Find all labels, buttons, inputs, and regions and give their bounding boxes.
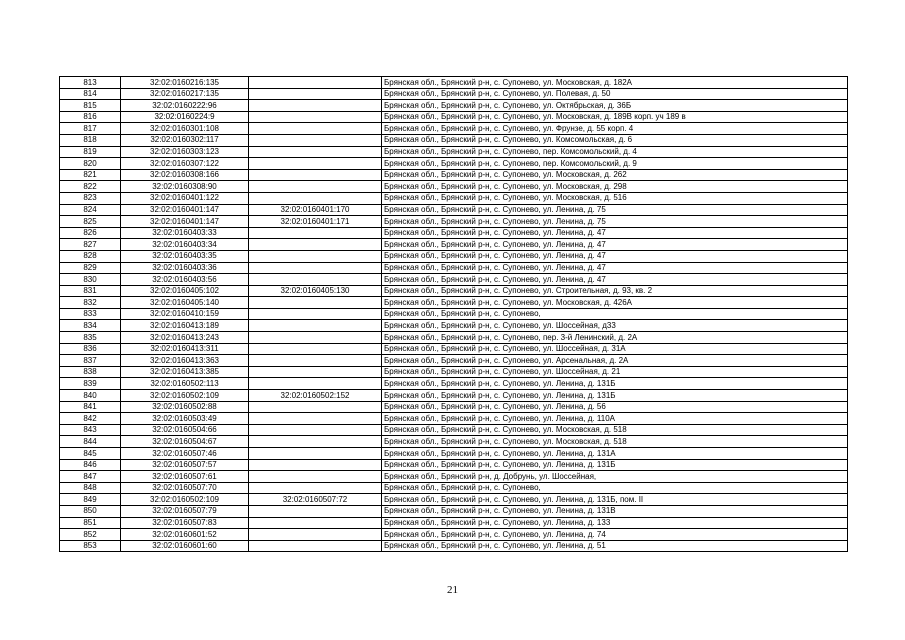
related-cadastral-number-cell [249,482,382,494]
row-number-cell: 820 [60,158,121,170]
address-cell: Брянская обл., Брянский р-н, с. Супонево, пер. 3-й Ленинский, д. 2А [382,332,848,344]
address-cell: Брянская обл., Брянский р-н, с. Супонево, ул. Строительная, д. 93, кв. 2 [382,285,848,297]
table-row [60,505,848,517]
cadastral-number-cell: 32:02:0160301:108 [121,123,249,135]
table-row [60,204,848,216]
related-cadastral-number-cell [249,297,382,309]
related-cadastral-number-cell [249,100,382,112]
table-row [60,88,848,100]
related-cadastral-number-cell [249,517,382,529]
row-number-cell: 824 [60,204,121,216]
row-number-cell: 830 [60,274,121,286]
row-number-cell: 828 [60,250,121,262]
table-row [60,239,848,251]
table-row [60,181,848,193]
table-row [60,250,848,262]
cadastral-number-cell: 32:02:0160507:46 [121,448,249,460]
row-number-cell: 848 [60,482,121,494]
related-cadastral-number-cell [249,436,382,448]
table-row [60,540,848,552]
cadastral-number-cell: 32:02:0160403:36 [121,262,249,274]
address-cell: Брянская обл., Брянский р-н, с. Супонево, ул. Московская, д. 298 [382,181,848,193]
address-cell: Брянская обл., Брянский р-н, с. Супонево, ул. Ленина, д. 131Б, пом. II [382,494,848,506]
cadastral-number-cell: 32:02:0160403:56 [121,274,249,286]
cadastral-number-cell: 32:02:0160507:83 [121,517,249,529]
cadastral-number-cell: 32:02:0160401:122 [121,192,249,204]
cadastral-number-cell: 32:02:0160222:96 [121,100,249,112]
row-number-cell: 836 [60,343,121,355]
related-cadastral-number-cell [249,227,382,239]
related-cadastral-number-cell [249,505,382,517]
row-number-cell: 853 [60,540,121,552]
address-cell: Брянская обл., Брянский р-н, с. Супонево, ул. Ленина, д. 47 [382,227,848,239]
row-number-cell: 829 [60,262,121,274]
cadastral-number-cell: 32:02:0160413:385 [121,366,249,378]
row-number-cell: 821 [60,169,121,181]
cadastral-number-cell: 32:02:0160303:123 [121,146,249,158]
row-number-cell: 841 [60,401,121,413]
row-number-cell: 832 [60,297,121,309]
cadastral-number-cell: 32:02:0160502:113 [121,378,249,390]
table-row [60,390,848,402]
table-row [60,424,848,436]
address-cell: Брянская обл., Брянский р-н, с. Супонево, ул. Шоссейная, д. 21 [382,366,848,378]
cadastral-number-cell: 32:02:0160507:70 [121,482,249,494]
row-number-cell: 835 [60,332,121,344]
related-cadastral-number-cell [249,111,382,123]
cadastral-number-cell: 32:02:0160403:34 [121,239,249,251]
address-cell: Брянская обл., Брянский р-н, с. Супонево, ул. Ленина, д. 131В [382,505,848,517]
related-cadastral-number-cell [249,181,382,193]
table-row [60,308,848,320]
address-cell: Брянская обл., Брянский р-н, с. Супонево, [382,482,848,494]
address-cell: Брянская обл., Брянский р-н, с. Супонево, ул. Ленина, д. 133 [382,517,848,529]
cadastral-number-cell: 32:02:0160413:363 [121,355,249,367]
address-cell: Брянская обл., Брянский р-н, с. Супонево, ул. Ленина, д. 75 [382,216,848,228]
table-row [60,285,848,297]
table-row [60,297,848,309]
row-number-cell: 818 [60,134,121,146]
address-cell: Брянская обл., Брянский р-н, с. Супонево, ул. Московская, д. 518 [382,424,848,436]
address-cell: Брянская обл., Брянский р-н, с. Супонево, ул. Ленина, д. 51 [382,540,848,552]
related-cadastral-number-cell [249,378,382,390]
row-number-cell: 813 [60,77,121,89]
table-row [60,494,848,506]
table-row [60,436,848,448]
row-number-cell: 823 [60,192,121,204]
row-number-cell: 814 [60,88,121,100]
row-number-cell: 834 [60,320,121,332]
cadastral-number-cell: 32:02:0160413:311 [121,343,249,355]
table-row [60,471,848,483]
related-cadastral-number-cell [249,158,382,170]
table-row [60,158,848,170]
related-cadastral-number-cell [249,77,382,89]
related-cadastral-number-cell [249,424,382,436]
row-number-cell: 849 [60,494,121,506]
table-row [60,401,848,413]
address-cell: Брянская обл., Брянский р-н, с. Супонево, ул. Ленина, д. 47 [382,250,848,262]
address-cell: Брянская обл., Брянский р-н, с. Супонево, ул. Ленина, д. 56 [382,401,848,413]
table-row [60,332,848,344]
cadastral-number-cell: 32:02:0160601:60 [121,540,249,552]
table-row [60,77,848,89]
cadastral-number-cell: 32:02:0160216:135 [121,77,249,89]
row-number-cell: 831 [60,285,121,297]
row-number-cell: 839 [60,378,121,390]
table-row [60,482,848,494]
address-cell: Брянская обл., Брянский р-н, с. Супонево, пер. Комсомольский, д. 9 [382,158,848,170]
table-row [60,413,848,425]
table-row [60,227,848,239]
related-cadastral-number-cell [249,192,382,204]
cadastral-number-cell: 32:02:0160502:88 [121,401,249,413]
cadastral-number-cell: 32:02:0160504:66 [121,424,249,436]
table-row [60,134,848,146]
address-cell: Брянская обл., Брянский р-н, с. Супонево, ул. Ленина, д. 110А [382,413,848,425]
row-number-cell: 845 [60,448,121,460]
related-cadastral-number-cell [249,540,382,552]
related-cadastral-number-cell [249,262,382,274]
address-cell: Брянская обл., Брянский р-н, с. Супонево, ул. Ленина, д. 75 [382,204,848,216]
cadastral-number-cell: 32:02:0160307:122 [121,158,249,170]
cadastral-number-cell: 32:02:0160302:117 [121,134,249,146]
table-row [60,378,848,390]
cadastral-number-cell: 32:02:0160502:109 [121,390,249,402]
table-row [60,192,848,204]
address-cell: Брянская обл., Брянский р-н, с. Супонево, ул. Ленина, д. 47 [382,239,848,251]
address-cell: Брянская обл., Брянский р-н, с. Супонево, ул. Ленина, д. 131Б [382,378,848,390]
related-cadastral-number-cell [249,250,382,262]
address-cell: Брянская обл., Брянский р-н, с. Супонево, ул. Ленина, д. 131Б [382,459,848,471]
cadastral-number-cell: 32:02:0160413:243 [121,332,249,344]
related-cadastral-number-cell [249,343,382,355]
related-cadastral-number-cell [249,134,382,146]
row-number-cell: 838 [60,366,121,378]
cadastral-number-cell: 32:02:0160507:79 [121,505,249,517]
row-number-cell: 816 [60,111,121,123]
table-row [60,169,848,181]
related-cadastral-number-cell [249,169,382,181]
row-number-cell: 827 [60,239,121,251]
row-number-cell: 825 [60,216,121,228]
related-cadastral-number-cell [249,529,382,541]
row-number-cell: 850 [60,505,121,517]
address-cell: Брянская обл., Брянский р-н, с. Супонево, ул. Московская, д. 516 [382,192,848,204]
row-number-cell: 822 [60,181,121,193]
related-cadastral-number-cell [249,459,382,471]
address-cell: Брянская обл., Брянский р-н, с. Супонево, ул. Арсенальная, д. 2А [382,355,848,367]
row-number-cell: 852 [60,529,121,541]
table-row [60,262,848,274]
address-cell: Брянская обл., Брянский р-н, с. Супонево, ул. Ленина, д. 47 [382,274,848,286]
address-cell: Брянская обл., Брянский р-н, с. Супонево, ул. Полевая, д. 50 [382,88,848,100]
table-row [60,343,848,355]
table-row [60,216,848,228]
registry-table-body [60,77,848,552]
cadastral-number-cell: 32:02:0160413:189 [121,320,249,332]
cadastral-number-cell: 32:02:0160224:9 [121,111,249,123]
related-cadastral-number-cell [249,239,382,251]
row-number-cell: 817 [60,123,121,135]
related-cadastral-number-cell [249,413,382,425]
table-row [60,448,848,460]
cadastral-number-cell: 32:02:0160401:147 [121,204,249,216]
related-cadastral-number-cell [249,401,382,413]
row-number-cell: 833 [60,308,121,320]
related-cadastral-number-cell: 32:02:0160401:170 [249,204,382,216]
cadastral-number-cell: 32:02:0160217:135 [121,88,249,100]
row-number-cell: 826 [60,227,121,239]
related-cadastral-number-cell [249,320,382,332]
address-cell: Брянская обл., Брянский р-н, д. Добрунь, ул. Шоссейная, [382,471,848,483]
address-cell: Брянская обл., Брянский р-н, с. Супонево, ул. Московская, д. 182А [382,77,848,89]
table-row [60,111,848,123]
table-row [60,123,848,135]
table-row [60,517,848,529]
related-cadastral-number-cell: 32:02:0160502:152 [249,390,382,402]
address-cell: Брянская обл., Брянский р-н, с. Супонево, ул. Московская, д. 189В корп. уч 189 в [382,111,848,123]
address-cell: Брянская обл., Брянский р-н, с. Супонево, ул. Московская, д. 262 [382,169,848,181]
related-cadastral-number-cell [249,471,382,483]
cadastral-number-cell: 32:02:0160403:33 [121,227,249,239]
row-number-cell: 815 [60,100,121,112]
cadastral-number-cell: 32:02:0160308:90 [121,181,249,193]
address-cell: Брянская обл., Брянский р-н, с. Супонево, ул. Ленина, д. 131Б [382,390,848,402]
page-number: 21 [447,584,458,596]
table-row [60,274,848,286]
cadastral-number-cell: 32:02:0160410:159 [121,308,249,320]
address-cell: Брянская обл., Брянский р-н, с. Супонево, ул. Ленина, д. 47 [382,262,848,274]
related-cadastral-number-cell [249,308,382,320]
address-cell: Брянская обл., Брянский р-н, с. Супонево, ул. Октябрьская, д. 36Б [382,100,848,112]
address-cell: Брянская обл., Брянский р-н, с. Супонево, ул. Московская, д. 426А [382,297,848,309]
table-row [60,366,848,378]
address-cell: Брянская обл., Брянский р-н, с. Супонево, ул. Фрунзе, д. 55 корп. 4 [382,123,848,135]
cadastral-number-cell: 32:02:0160403:35 [121,250,249,262]
related-cadastral-number-cell [249,88,382,100]
cadastral-number-cell: 32:02:0160405:140 [121,297,249,309]
cadastral-number-cell: 32:02:0160503:49 [121,413,249,425]
related-cadastral-number-cell [249,448,382,460]
address-cell: Брянская обл., Брянский р-н, с. Супонево, [382,308,848,320]
row-number-cell: 851 [60,517,121,529]
related-cadastral-number-cell: 32:02:0160405:130 [249,285,382,297]
row-number-cell: 843 [60,424,121,436]
table-row [60,459,848,471]
row-number-cell: 844 [60,436,121,448]
cadastral-number-cell: 32:02:0160308:166 [121,169,249,181]
related-cadastral-number-cell: 32:02:0160507:72 [249,494,382,506]
row-number-cell: 837 [60,355,121,367]
cadastral-number-cell: 32:02:0160401:147 [121,216,249,228]
table-row [60,320,848,332]
cadastral-number-cell: 32:02:0160504:67 [121,436,249,448]
related-cadastral-number-cell: 32:02:0160401:171 [249,216,382,228]
related-cadastral-number-cell [249,355,382,367]
table-row [60,146,848,158]
row-number-cell: 819 [60,146,121,158]
address-cell: Брянская обл., Брянский р-н, с. Супонево, ул. Ленина, д. 74 [382,529,848,541]
row-number-cell: 842 [60,413,121,425]
related-cadastral-number-cell [249,332,382,344]
related-cadastral-number-cell [249,123,382,135]
cadastral-number-cell: 32:02:0160507:57 [121,459,249,471]
cadastral-number-cell: 32:02:0160502:109 [121,494,249,506]
related-cadastral-number-cell [249,146,382,158]
row-number-cell: 840 [60,390,121,402]
table-row [60,355,848,367]
address-cell: Брянская обл., Брянский р-н, с. Супонево, ул. Московская, д. 518 [382,436,848,448]
address-cell: Брянская обл., Брянский р-н, с. Супонево, ул. Шоссейная, д33 [382,320,848,332]
cadastral-number-cell: 32:02:0160601:52 [121,529,249,541]
cadastral-number-cell: 32:02:0160405:102 [121,285,249,297]
related-cadastral-number-cell [249,274,382,286]
row-number-cell: 847 [60,471,121,483]
row-number-cell: 846 [60,459,121,471]
address-cell: Брянская обл., Брянский р-н, с. Супонево, ул. Комсомольская, д. 6 [382,134,848,146]
property-registry-table [59,76,848,552]
table-row [60,100,848,112]
related-cadastral-number-cell [249,366,382,378]
address-cell: Брянская обл., Брянский р-н, с. Супонево, ул. Ленина, д. 131А [382,448,848,460]
address-cell: Брянская обл., Брянский р-н, с. Супонево, пер. Комсомольский, д. 4 [382,146,848,158]
cadastral-number-cell: 32:02:0160507:61 [121,471,249,483]
table-row [60,529,848,541]
address-cell: Брянская обл., Брянский р-н, с. Супонево, ул. Шоссейная, д. 31А [382,343,848,355]
